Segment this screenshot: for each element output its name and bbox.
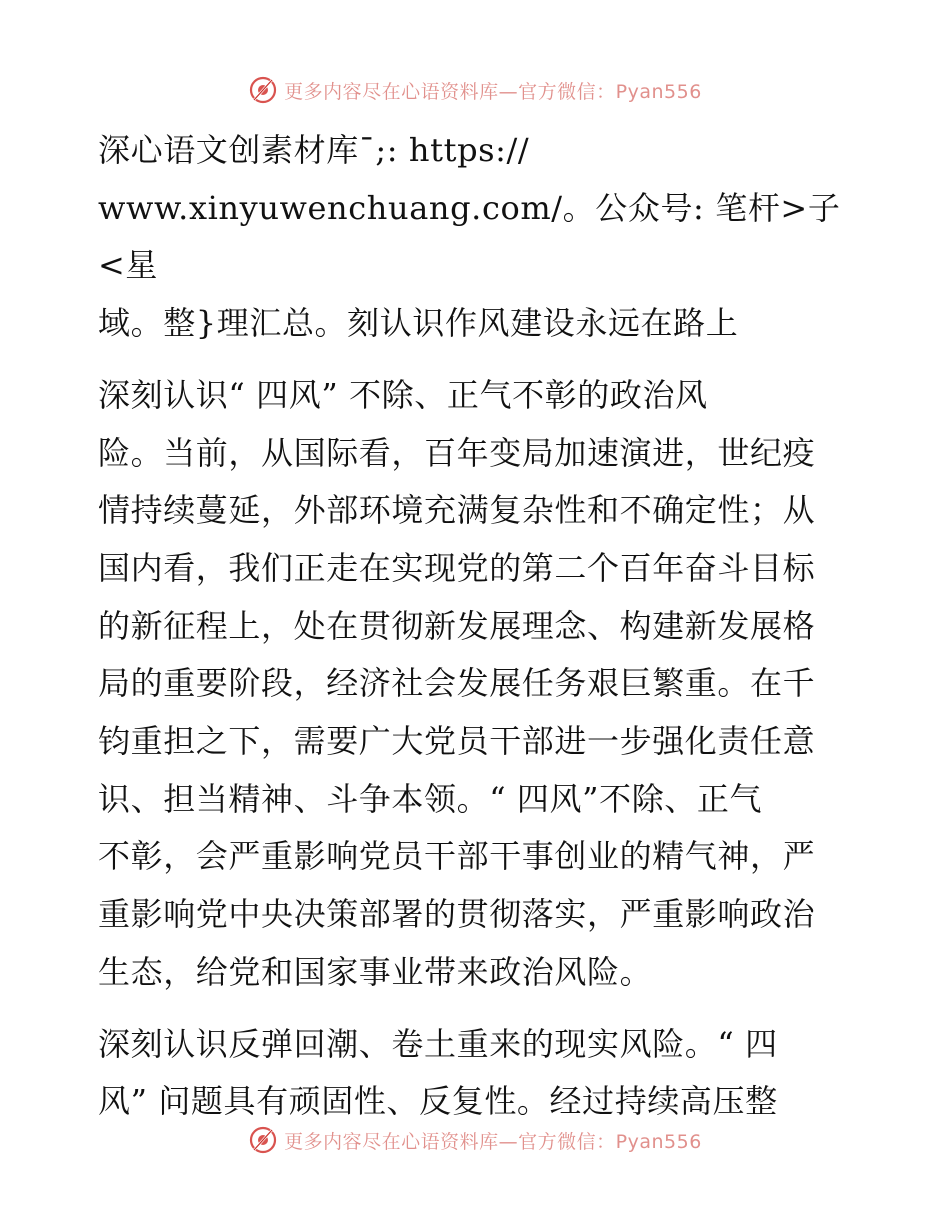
quill-seal-icon <box>248 75 278 105</box>
footer-watermark-text: 更多内容尽在心语资料库—官方微信：Pyan556 <box>284 1130 702 1153</box>
document-body <box>98 122 858 1145</box>
paragraph-2: 深刻认识“ 四风” 不除、正气不彰的政治风 险。当前，从国际看，百年变局加速演进，世纪疫 情持续蔓延，外部环境充满复杂性和不确定性；从 国内看，我们正走在实现党的第二个百年奋斗目标 的新征程上，处在贯彻新发展理念、构建新发展格 局的重要阶段，经济社会发展任务艰巨繁重。在千 钧重担之下，需要广大党员干部进一步强化责任意 识、担当精神、斗争本领。“ 四风”不除、正气 不彰，会严重影响党员干部干事创业的精气神，严 重影响党中央决策部署的贯彻落实，严重影响政治 生态，给党和国家事业带来政治风险。 <box>98 375 816 991</box>
footer-watermark-banner <box>0 1120 950 1160</box>
header-watermark-banner <box>0 70 950 110</box>
quill-seal-icon <box>248 1125 278 1155</box>
header-watermark-text: 更多内容尽在心语资料库—官方微信：Pyan556 <box>284 80 702 103</box>
paragraph-3: 深刻认识反弹回潮、卷土重来的现实风险。“ 四 风” 问题具有顽固性、反复性。经过持续高压整 <box>98 1024 778 1121</box>
paragraph-1: 深心语文创素材库¯;: https:// www.xinyuwenchuang.com/。公众号: 笔杆>子<星 域。整}理汇总。刻认识作风建设永远在路上 <box>98 131 841 343</box>
